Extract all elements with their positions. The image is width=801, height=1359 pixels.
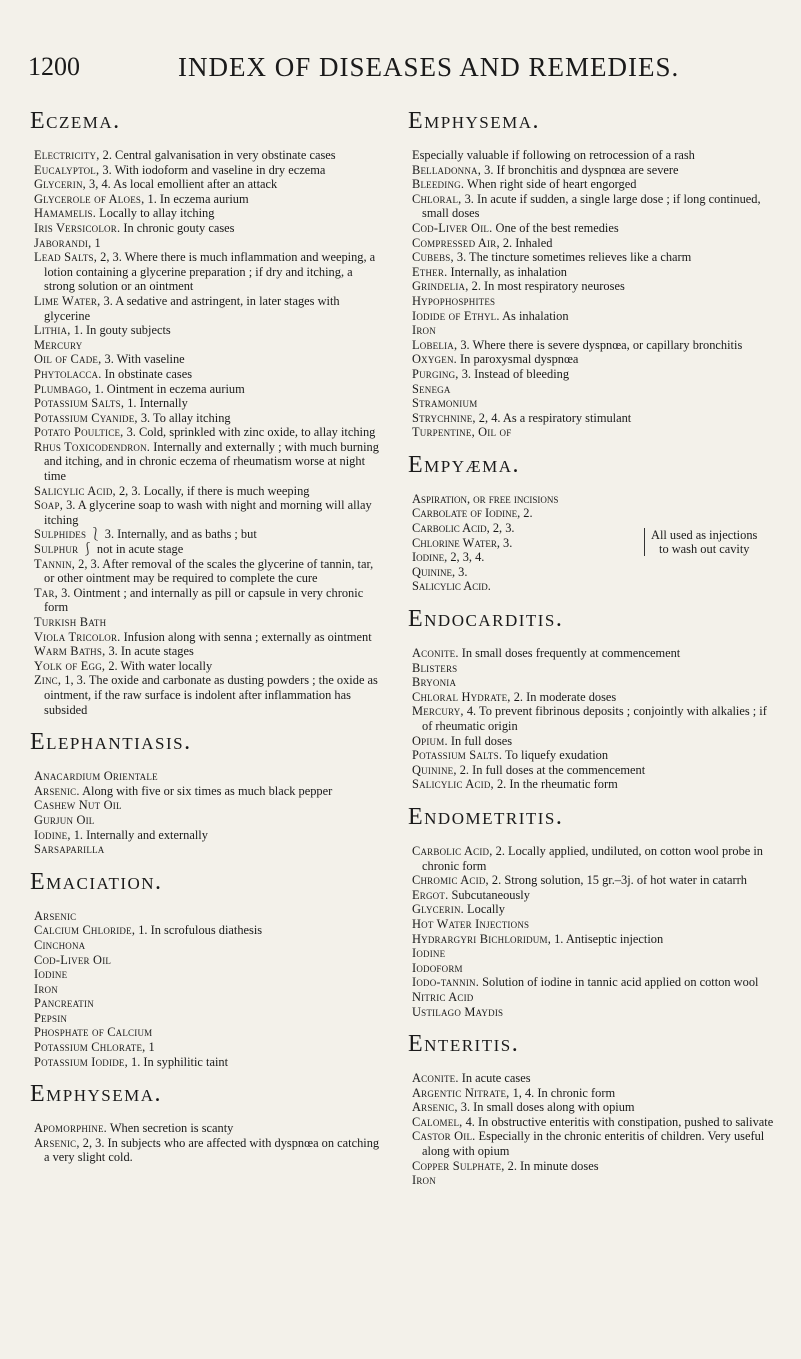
index-entry	[412, 777, 777, 792]
remedy-note: 1. Internally and externally	[70, 827, 208, 842]
remedy-note: 3. With iodoform and vaseline in dry eczema	[99, 162, 326, 177]
remedy-note: 4. To prevent fibrinous deposits ; conjointly with alkalies ; if of rheumatic origin	[422, 704, 767, 733]
index-entry	[412, 163, 777, 178]
index-entry	[412, 675, 777, 690]
remedy-name: Electricity,	[34, 148, 100, 162]
remedy-note: 2, 3. In subjects who are affected with dyspnœa on catching a very slight cold.	[44, 1135, 380, 1165]
remedy-note: 2. Inhaled	[499, 235, 553, 250]
remedy-note: 3. Ointment ; and internally as pill or capsule in very chronic form	[44, 585, 364, 615]
remedy-name: Chromic Acid,	[412, 873, 489, 888]
index-entry	[412, 1159, 777, 1174]
left-column	[30, 108, 386, 1165]
remedy-name: Rhus Toxicodendron.	[34, 439, 151, 454]
remedy-name: Iodine	[412, 946, 446, 961]
remedy-name: Calomel,	[412, 1114, 463, 1129]
index-entry	[412, 661, 777, 676]
index-entry	[412, 873, 777, 888]
index-entry	[34, 644, 386, 659]
index-entry	[412, 382, 777, 397]
index-entry	[34, 982, 386, 997]
remedy-name: Apomorphine.	[34, 1121, 107, 1136]
index-entry	[34, 923, 386, 938]
remedy-note: 2. Central galvanisation in very obstinate cases	[99, 148, 336, 162]
remedy-note: 1	[91, 235, 101, 250]
remedy-note: 3. With vaseline	[101, 352, 185, 367]
remedy-note: In acute cases	[458, 1071, 531, 1086]
index-entry	[412, 1115, 777, 1130]
section-heading: Emphysema.	[30, 1081, 163, 1108]
remedy-name: Anacardium Orientale	[34, 769, 158, 784]
remedy-name: Hot Water Injections	[412, 916, 530, 931]
remedy-name: Salicylic Acid,	[412, 777, 494, 792]
remedy-note: 2. In minute doses	[504, 1158, 599, 1173]
remedy-name: Plumbago,	[34, 381, 92, 396]
section	[408, 803, 777, 1019]
remedy-note: 1, 4. In chronic form	[509, 1085, 616, 1100]
index-entry	[34, 527, 386, 542]
remedy-note: Infusion along with senna ; externally as ointment	[120, 629, 372, 644]
remedy-name: Oil of Cade,	[34, 352, 102, 367]
remedy-name: Cubebs,	[412, 250, 454, 265]
remedy-name: Potato Poultice,	[34, 425, 124, 440]
index-entry	[412, 221, 777, 236]
remedy-note: ⎰ not in acute stage	[78, 542, 184, 557]
remedy-name: Calcium Chloride,	[34, 923, 136, 938]
remedy-name: Lobelia,	[412, 337, 458, 352]
section-heading: Eczema.	[30, 108, 121, 134]
remedy-name: Tannin,	[34, 556, 76, 571]
remedy-note: 1. Ointment in eczema aurium	[91, 381, 245, 396]
remedy-name: Mercury,	[412, 704, 464, 719]
injection-item: Quinine, 3.	[412, 564, 468, 579]
index-entry	[412, 690, 777, 705]
remedy-name: Chloral Hydrate,	[412, 689, 511, 704]
section	[408, 606, 777, 792]
index-entry	[34, 1136, 386, 1165]
remedy-name: Compressed Air,	[412, 235, 500, 250]
remedy-name: Salicylic Acid,	[34, 483, 116, 498]
injection-item: Salicylic Acid.	[412, 579, 491, 594]
index-entry	[34, 206, 386, 221]
remedy-note: In small doses frequently at commencement	[458, 646, 681, 661]
remedy-name: Pepsin	[34, 1010, 68, 1025]
index-entry	[412, 1100, 777, 1115]
index-entry	[412, 265, 777, 280]
remedy-name: Turkish Bath	[34, 615, 107, 629]
index-entry	[412, 367, 777, 382]
remedy-note: Subcutaneously	[448, 887, 530, 902]
remedy-name: Hypophosphites	[412, 293, 496, 308]
index-entry	[34, 1040, 386, 1055]
section-heading: Emaciation.	[30, 868, 163, 895]
remedy-note: 3. The tincture sometimes relieves like a charm	[453, 250, 692, 265]
remedy-name: Potassium Cyanide,	[34, 410, 138, 425]
remedy-note: 2. In the rheumatic form	[493, 777, 618, 792]
remedy-name: Iodine	[34, 967, 68, 982]
remedy-name: Bryonia	[412, 675, 457, 690]
remedy-name: Arsenic,	[34, 1135, 80, 1150]
remedy-name: Sulphides	[34, 527, 87, 542]
remedy-note: When right side of heart engorged	[464, 177, 637, 192]
index-entry	[412, 411, 777, 426]
remedy-name: Cashew Nut Oil	[34, 798, 122, 813]
remedy-name: Tar,	[34, 585, 58, 600]
remedy-note: Locally	[463, 902, 505, 917]
injection-group	[412, 506, 777, 594]
remedy-name: Belladonna,	[412, 162, 482, 177]
index-entry	[412, 396, 777, 411]
index-entry	[34, 294, 386, 323]
index-entry	[412, 888, 777, 903]
index-entry	[34, 813, 386, 828]
index-entry	[34, 352, 386, 367]
index-entry	[34, 411, 386, 426]
remedy-name: Cod-Liver Oil	[34, 952, 112, 967]
injection-item: Iodine, 2, 3, 4.	[412, 550, 485, 565]
index-entry	[34, 828, 386, 843]
remedy-note: 3. If bronchitis and dyspnœa are severe	[481, 162, 679, 177]
injection-item: Carbolic Acid, 2, 3.	[412, 521, 515, 536]
index-entry	[412, 236, 777, 251]
index-entry	[412, 946, 777, 961]
remedy-note: 2, 3. Where there is much inflammation and weeping, a lotion containing a glycerine preparation ; if dry and itching, a strong solution or an ointment	[44, 250, 376, 294]
index-entry	[412, 309, 777, 324]
remedy-name: Argentic Nitrate,	[412, 1085, 510, 1100]
remedy-note: 1. In syphilitic taint	[127, 1054, 229, 1069]
remedy-name: Iron	[412, 1173, 436, 1188]
remedy-name: Opium.	[412, 733, 448, 748]
remedy-name: Iodine,	[34, 827, 71, 842]
remedy-name: Nitric Acid	[412, 989, 474, 1004]
remedy-name: Ustilago Maydis	[412, 1004, 504, 1019]
section-empyaema	[408, 451, 777, 594]
remedy-name: Potassium Chlorate,	[34, 1040, 146, 1055]
index-entry	[412, 704, 777, 733]
remedy-note: ⎱ 3. Internally, and as baths ; but	[86, 527, 257, 542]
remedy-note: In paroxysmal dyspnœa	[456, 352, 579, 367]
index-entry	[412, 734, 777, 749]
remedy-name: Aconite.	[412, 1071, 459, 1086]
index-entry	[412, 748, 777, 763]
index-entry	[34, 938, 386, 953]
remedy-note: 2, 3. Locally, if there is much weeping	[115, 483, 310, 498]
index-entry	[34, 542, 386, 557]
remedy-note: 1. Antiseptic injection	[551, 931, 664, 946]
remedy-note: 1. In eczema aurium	[144, 191, 249, 206]
index-entry	[34, 323, 386, 338]
remedy-name: Stramonium	[412, 396, 478, 411]
remedy-note: 1, 3. The oxide and carbonate as dusting powders ; the oxide as ointment, if the raw surface is indolent after inflammation has subsided	[44, 673, 378, 717]
index-entry	[412, 250, 777, 265]
index-entry	[34, 557, 386, 586]
remedy-name: Gurjun Oil	[34, 812, 95, 827]
remedy-note: 4. In obstructive enteritis with constipation, pushed to salivate	[462, 1114, 774, 1129]
index-entry	[412, 148, 777, 163]
index-entry	[34, 953, 386, 968]
remedy-note: 2. With water locally	[105, 658, 213, 673]
remedy-note: Especially valuable if following on retrocession of a rash	[412, 148, 695, 162]
index-entry	[34, 148, 386, 163]
remedy-name: Cinchona	[34, 937, 86, 952]
index-entry	[412, 646, 777, 661]
remedy-note: In obstinate cases	[101, 366, 193, 381]
index-entry	[34, 842, 386, 857]
index-entry	[34, 1121, 386, 1136]
index-entry	[412, 294, 777, 309]
remedy-name: Grindelia,	[412, 279, 469, 294]
remedy-name: Glycerin.	[412, 902, 464, 917]
note-line: to wash out cavity	[659, 542, 750, 557]
index-entry	[412, 917, 777, 932]
remedy-name: Iron	[412, 323, 436, 338]
remedy-name: Glycerin,	[34, 177, 86, 192]
entry-intro: Aspiration, or free incisions	[412, 491, 559, 506]
section-heading: Emphysema.	[408, 108, 541, 134]
index-entry	[34, 630, 386, 645]
index-entry	[412, 763, 777, 778]
remedy-name: Arsenic.	[34, 783, 80, 798]
section-heading: Enteritis.	[408, 1031, 520, 1058]
index-entry	[34, 250, 386, 294]
remedy-name: Sarsaparilla	[34, 842, 105, 857]
remedy-name: Zinc,	[34, 673, 62, 688]
remedy-note: 3. A glycerine soap to wash with night and morning will allay itching	[44, 498, 372, 527]
remedy-name: Iodoform	[412, 960, 463, 975]
index-entry	[34, 192, 386, 207]
index-entry	[34, 967, 386, 982]
index-entry	[412, 177, 777, 192]
index-entry	[34, 236, 386, 251]
index-entry	[34, 1011, 386, 1026]
remedy-name: Warm Baths,	[34, 644, 106, 659]
remedy-note: 3. To allay itching	[137, 410, 231, 425]
index-entry	[34, 798, 386, 813]
running-title: INDEX OF DISEASES AND REMEDIES.	[178, 52, 680, 82]
remedy-note: 2. Locally applied, undiluted, on cotton wool probe in chronic form	[422, 843, 764, 873]
remedy-name: Potassium Salts,	[34, 396, 125, 411]
remedy-name: Lithia,	[34, 323, 71, 338]
remedy-name: Iodo-tannin.	[412, 975, 480, 990]
index-entry	[34, 425, 386, 440]
remedy-name: Eucalyptol,	[34, 162, 100, 177]
index-entry	[412, 338, 777, 353]
section-heading: Empyæma.	[408, 451, 521, 478]
remedy-name: Turpentine, Oil of	[412, 425, 512, 440]
remedy-name: Phytolacca.	[34, 366, 102, 381]
index-entry	[412, 961, 777, 976]
index-entry	[34, 338, 386, 353]
index-entry	[34, 615, 386, 630]
remedy-name: Copper Sulphate,	[412, 1158, 505, 1173]
index-entry	[412, 352, 777, 367]
remedy-name: Senega	[412, 381, 451, 396]
index-entry	[34, 784, 386, 799]
section	[30, 868, 386, 1070]
remedy-name: Chloral,	[412, 191, 462, 206]
remedy-name: Yolk of Egg,	[34, 658, 106, 673]
remedy-name: Cod-Liver Oil.	[412, 220, 493, 235]
bracket-note	[644, 528, 757, 556]
index-entry	[412, 1173, 777, 1188]
remedy-note: Solution of iodine in tannic acid applied on cotton wool	[479, 975, 759, 990]
remedy-name: Blisters	[412, 660, 458, 675]
index-entry	[412, 975, 777, 990]
remedy-note: Internally, as inhalation	[447, 264, 567, 279]
remedy-name: Pancreatin	[34, 996, 94, 1011]
remedy-name: Carbolic Acid,	[412, 843, 493, 858]
remedy-note: 2. In full doses at the commencement	[456, 762, 646, 777]
remedy-name: Arsenic	[34, 908, 77, 923]
remedy-note: In chronic gouty cases	[120, 220, 235, 235]
remedy-name: Arsenic,	[412, 1100, 458, 1115]
section-heading: Elephantiasis.	[30, 729, 192, 756]
index-entry	[34, 177, 386, 192]
index-entry	[34, 221, 386, 236]
remedy-name: Purging,	[412, 366, 459, 381]
section	[30, 1081, 386, 1165]
section	[30, 729, 386, 857]
page-number: 1200	[28, 52, 80, 81]
index-entry	[34, 659, 386, 674]
index-entry	[412, 1071, 777, 1086]
index-entry	[412, 902, 777, 917]
remedy-note: To liquefy exudation	[502, 748, 609, 763]
remedy-name: Aconite.	[412, 646, 459, 661]
remedy-name: Potassium Salts.	[412, 748, 503, 763]
remedy-note: Locally to allay itching	[96, 206, 215, 221]
remedy-note: Especially in the chronic enteritis of children. Very useful along with opium	[422, 1129, 765, 1159]
remedy-note: Internally and externally ; with much burning and itching, and in chronic eczema of rheumatism worse at night time	[44, 439, 379, 484]
index-entry	[34, 586, 386, 615]
remedy-name: Soap,	[34, 498, 63, 513]
right-column	[408, 108, 777, 1188]
section	[408, 108, 777, 440]
index-entry	[34, 673, 386, 717]
remedy-note: 1. In gouty subjects	[70, 323, 171, 338]
remedy-name: Viola Tricolor.	[34, 629, 121, 644]
index-entry	[412, 1086, 777, 1101]
remedy-name: Iodide of Ethyl.	[412, 308, 500, 323]
index-entry	[34, 163, 386, 178]
index-entry	[34, 498, 386, 527]
remedy-name: Hamamelis.	[34, 206, 97, 221]
index-entry	[34, 996, 386, 1011]
index-entry	[34, 396, 386, 411]
index-entry	[34, 909, 386, 924]
remedy-note: 3. In small doses along with opium	[457, 1100, 635, 1115]
remedy-note: 1. Internally	[124, 396, 188, 411]
remedy-name: Hydrargyri Bichloridum,	[412, 931, 552, 946]
remedy-name: Bleeding.	[412, 177, 465, 192]
remedy-note: 2. In most respiratory neuroses	[468, 279, 625, 294]
remedy-name: Castor Oil.	[412, 1129, 476, 1144]
section-heading: Endocarditis.	[408, 606, 564, 633]
section	[30, 108, 386, 717]
index-entry	[34, 484, 386, 499]
remedy-name: Lead Salts,	[34, 250, 98, 265]
remedy-name: Oxygen.	[412, 352, 457, 367]
remedy-note: When secretion is scanty	[106, 1121, 234, 1136]
remedy-note: As inhalation	[499, 308, 569, 323]
remedy-note: In full doses	[447, 733, 513, 748]
remedy-note: 2. Strong solution, 15 gr.–3j. of hot water in catarrh	[488, 873, 747, 888]
note-line: All used as injections	[651, 528, 758, 543]
remedy-name: Ergot.	[412, 887, 449, 902]
index-entry	[34, 1025, 386, 1040]
remedy-note: 2. In moderate doses	[510, 689, 617, 704]
remedy-name: Sulphur	[34, 542, 79, 557]
remedy-note: 1	[145, 1040, 155, 1055]
remedy-note: 1. In scrofulous diathesis	[135, 923, 263, 938]
index-entry	[34, 769, 386, 784]
remedy-name: Potassium Iodide,	[34, 1054, 128, 1069]
remedy-note: 3. In acute if sudden, a single large dose ; if long continued, small doses	[422, 191, 761, 221]
remedy-note: 3. Cold, sprinkled with zinc oxide, to allay itching	[123, 425, 376, 440]
index-entry	[412, 844, 777, 873]
index-entry	[412, 990, 777, 1005]
index-entry	[412, 1129, 777, 1158]
injection-item: Carbolate of Iodine, 2.	[412, 506, 533, 521]
injection-item: Chlorine Water, 3.	[412, 535, 513, 550]
remedy-note: 3. In acute stages	[105, 644, 194, 659]
index-entry	[412, 425, 777, 440]
index-entry	[34, 1055, 386, 1070]
remedy-name: Glycerole of Aloes,	[34, 191, 145, 206]
index-entry	[412, 323, 777, 338]
remedy-name: Strychnine,	[412, 410, 476, 425]
remedy-name: Lime Water,	[34, 293, 101, 308]
section	[408, 1031, 777, 1188]
index-entry	[412, 279, 777, 294]
remedy-name: Iris Versicolor.	[34, 220, 121, 235]
page-header	[28, 52, 771, 92]
index-entry	[412, 1005, 777, 1020]
index-entry	[34, 367, 386, 382]
remedy-note: Along with five or six times as much black pepper	[79, 783, 333, 798]
remedy-note: 3. A sedative and astringent, in later stages with glycerine	[44, 293, 340, 323]
remedy-note: 3. Where there is severe dyspnœa, or capillary bronchitis	[457, 337, 743, 352]
section-heading: Endometritis.	[408, 803, 564, 830]
remedy-name: Iron	[34, 981, 58, 996]
remedy-name: Mercury	[34, 337, 83, 352]
index-entry	[412, 192, 777, 221]
remedy-note: 3. Instead of bleeding	[458, 366, 570, 381]
index-entry	[34, 440, 386, 484]
remedy-note: 3, 4. As local emollient after an attack	[85, 177, 278, 192]
remedy-note: 2, 4. As a respiratory stimulant	[475, 410, 632, 425]
remedy-name: Phosphate of Calcium	[34, 1025, 153, 1040]
remedy-name: Quinine,	[412, 762, 457, 777]
remedy-note: One of the best remedies	[492, 220, 619, 235]
remedy-note: 2, 3. After removal of the scales the glycerine of tannin, tar, or other ointment may be required to complete the cure	[44, 556, 374, 586]
index-entry	[34, 382, 386, 397]
remedy-name: Ether.	[412, 264, 448, 279]
index-entry	[412, 932, 777, 947]
remedy-name: Jaborandi,	[34, 235, 92, 250]
